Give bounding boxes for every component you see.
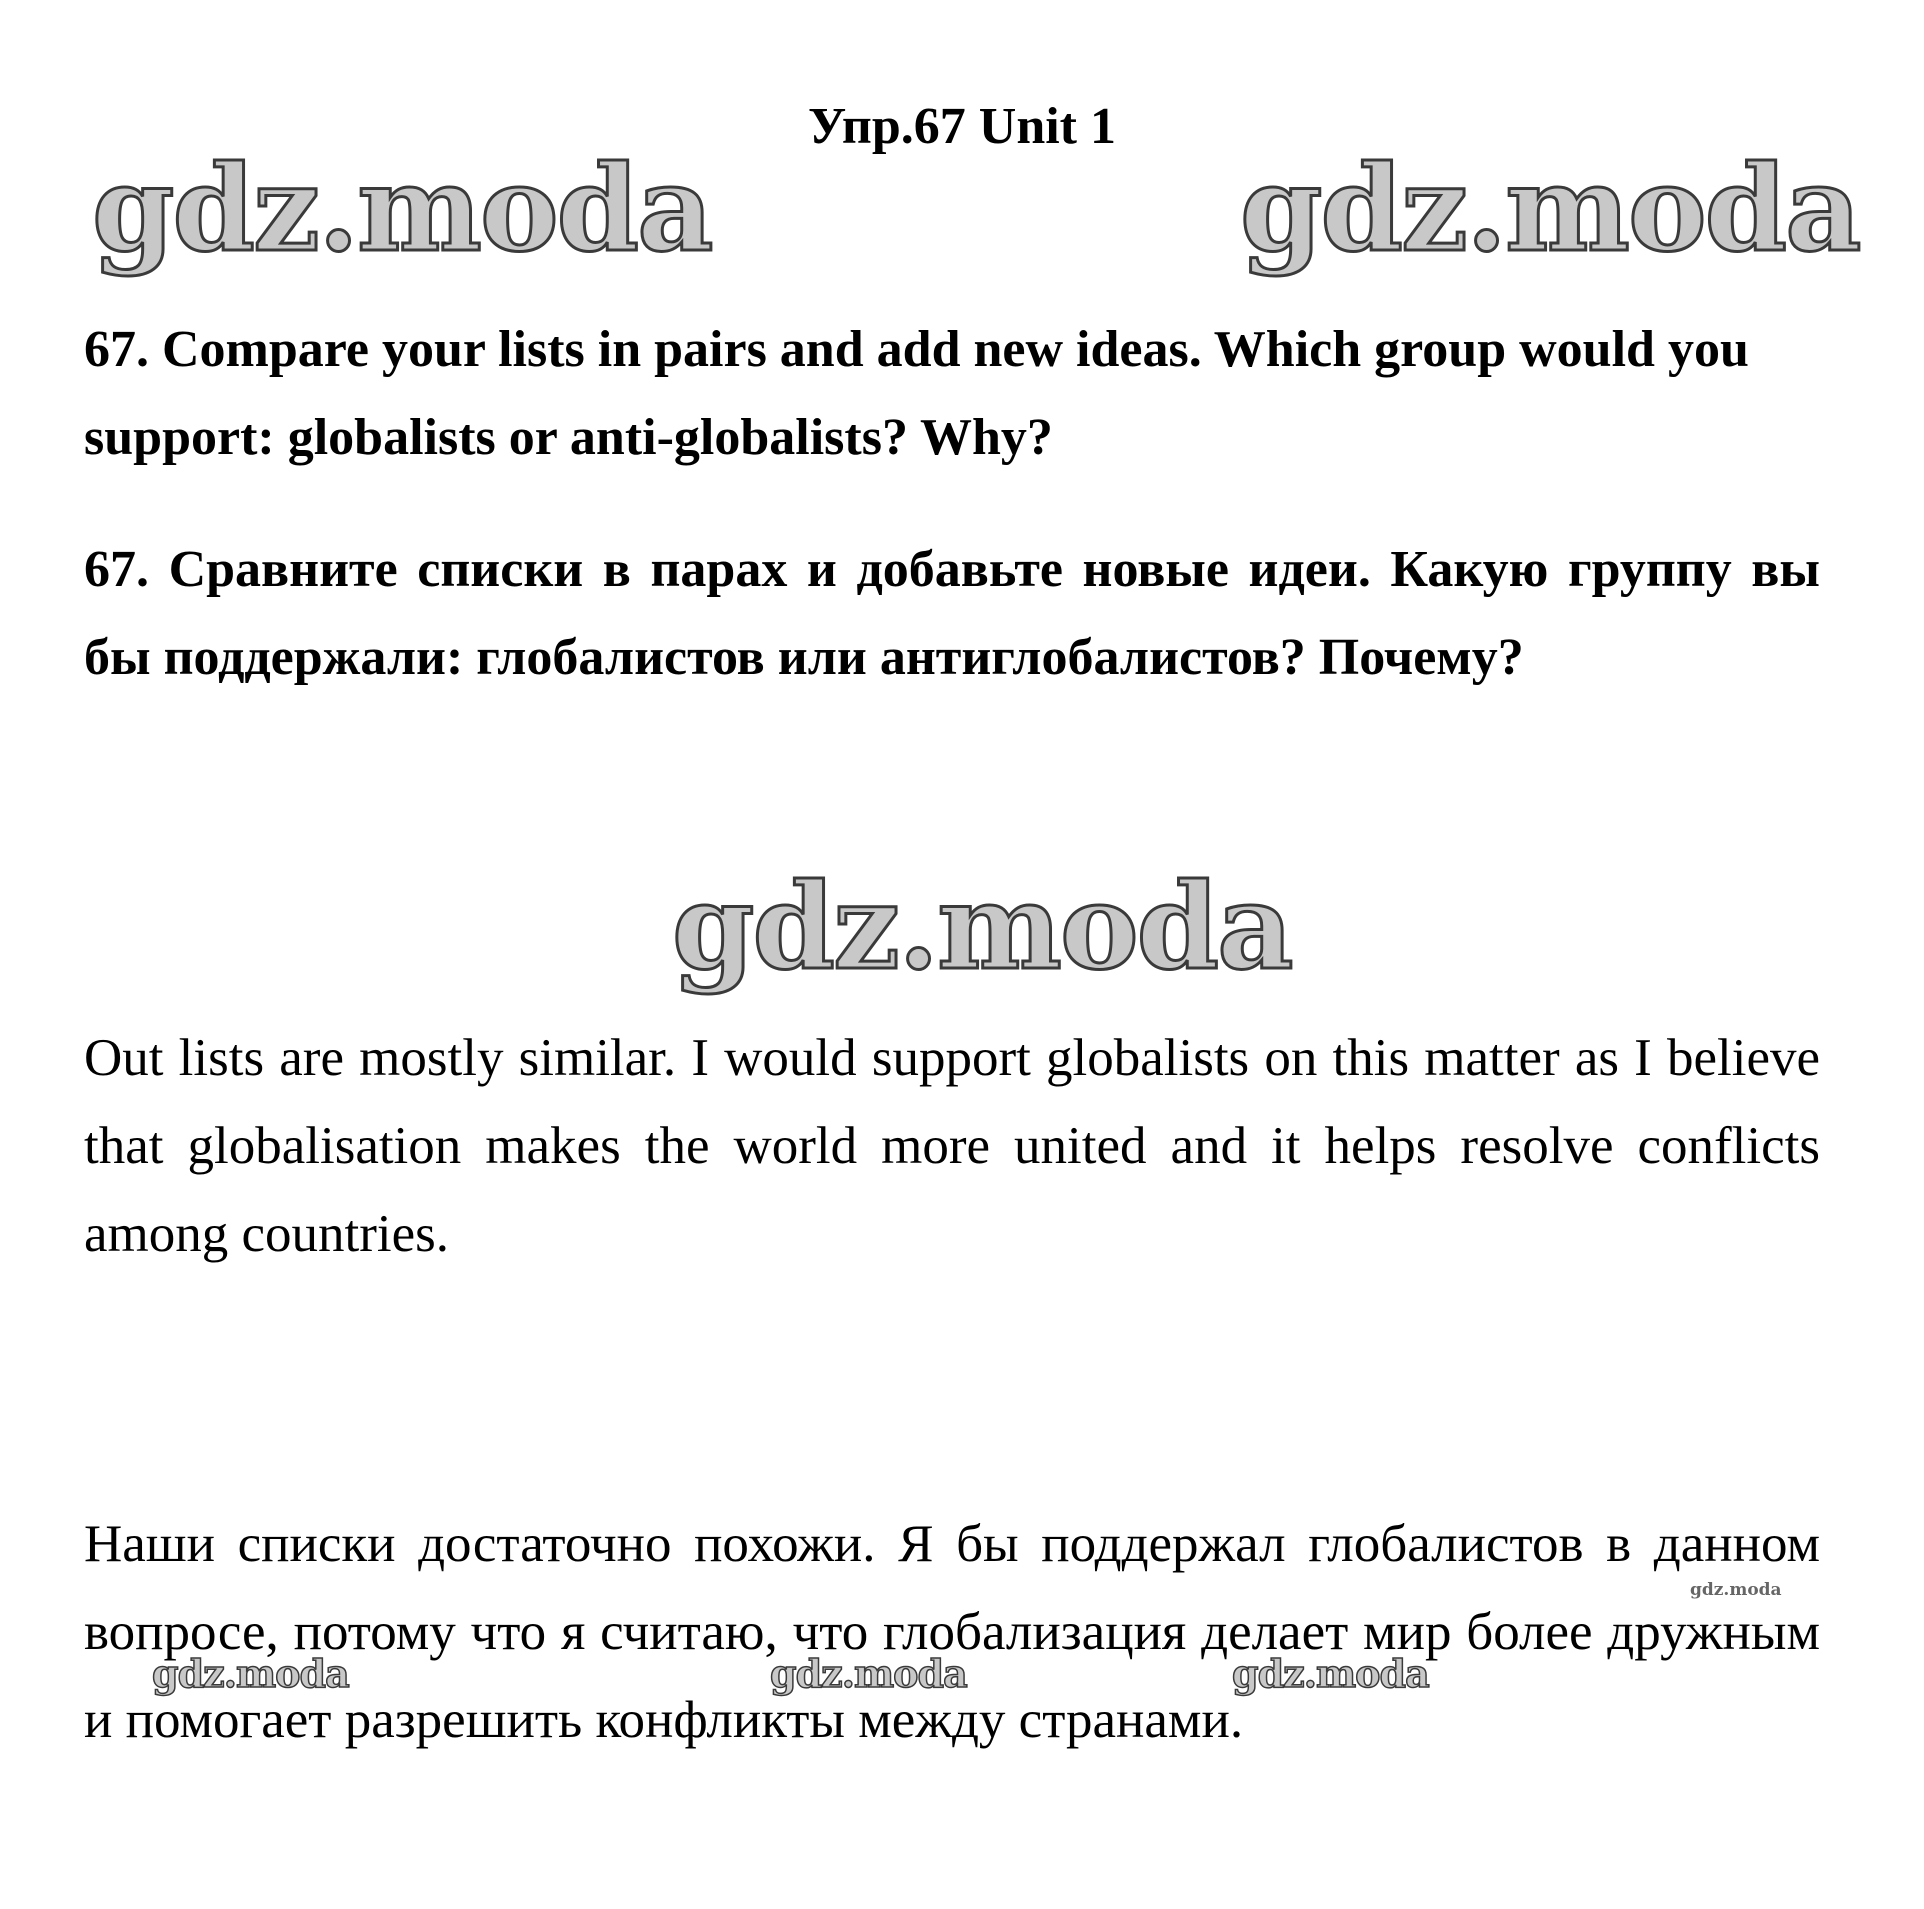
task-russian: 67. Сравните списки в парах и добавьте новые идеи. Какую группу вы бы поддержали: глобалистов или антиглобалистов? Почему? (84, 541, 1820, 686)
page-title: Упр.67 Unit 1 (807, 98, 1116, 155)
watermark-logo: gdz.moda (152, 1651, 349, 1696)
watermark-logo: gdz.moda (672, 857, 1292, 996)
watermark-logo: gdz.moda (92, 139, 712, 278)
watermark-logo: gdz.moda (1240, 139, 1860, 278)
watermark-logo: gdz.moda (1690, 1580, 1782, 1600)
answer-english: Out lists are mostly similar. I would support globalists on this matter as I believe that globalisation makes the world more united and it helps resolve conflicts among countries. (84, 1029, 1820, 1263)
task-english: 67. Compare your lists in pairs and add new ideas. Which group would you support: globalists or anti-globalists? Why? (84, 321, 1749, 466)
watermark-logo: gdz.moda (770, 1651, 967, 1696)
watermark-logo: gdz.moda (1232, 1651, 1429, 1696)
answer-russian: Наши списки достаточно похожи. Я бы поддержал глобалистов в данном вопросе, потому что я считаю, что глобализация делает мир более дружным и помогает разрешить конфликты между странами. (84, 1515, 1820, 1749)
